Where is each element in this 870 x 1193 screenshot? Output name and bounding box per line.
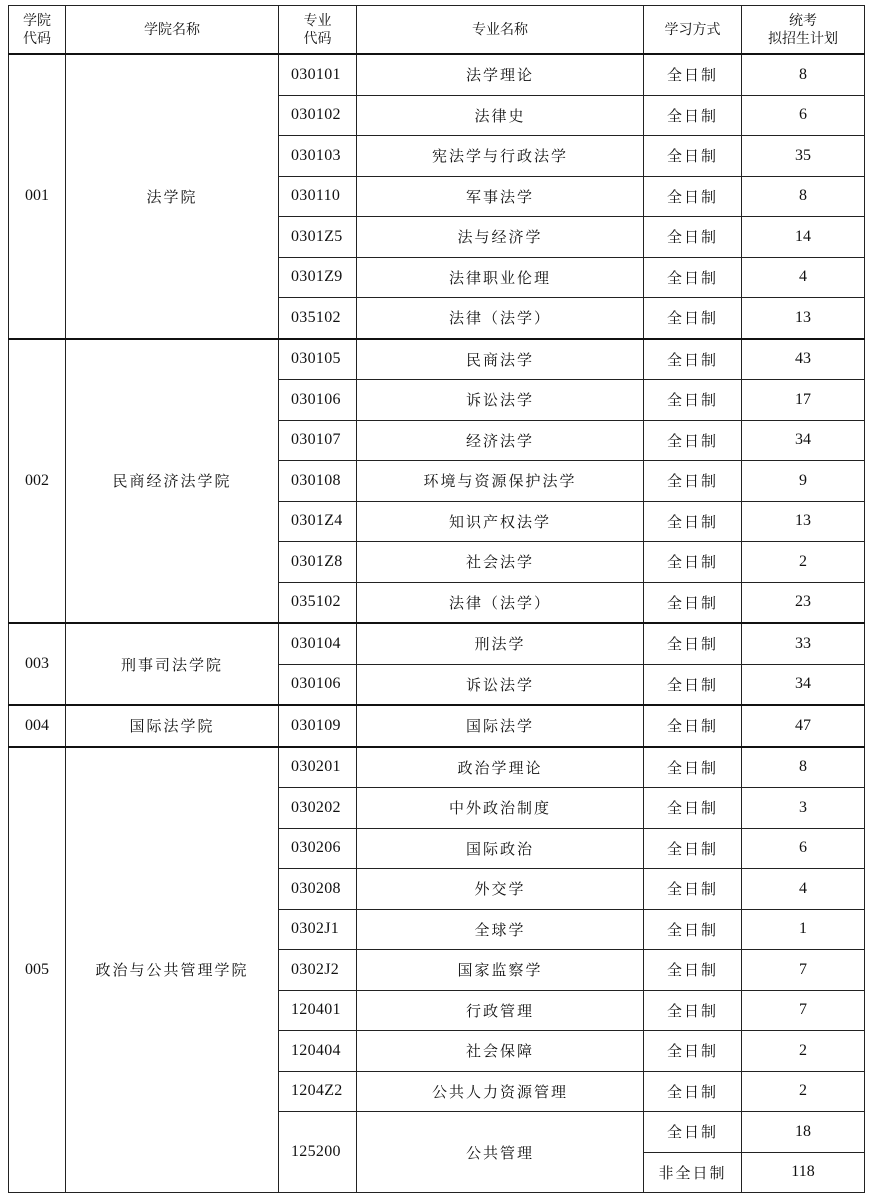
study-mode-cell: 全日制 [644,950,742,991]
study-mode-cell: 全日制 [644,420,742,461]
plan-count-cell: 3 [742,788,865,829]
study-mode-cell: 全日制 [644,380,742,421]
major-name-cell: 法律（法学） [357,582,644,623]
major-code-cell: 030106 [279,664,357,705]
college-name-cell: 政治与公共管理学院 [66,747,279,1193]
study-mode-cell: 全日制 [644,501,742,542]
plan-count-cell: 2 [742,1071,865,1112]
major-name-cell: 知识产权法学 [357,501,644,542]
major-code-cell: 030201 [279,747,357,788]
major-code-cell: 120404 [279,1031,357,1072]
major-code-cell: 030107 [279,420,357,461]
table-body [9,54,865,1193]
college-code-cell: 002 [9,339,66,624]
study-mode-cell: 全日制 [644,1071,742,1112]
major-name-cell: 诉讼法学 [357,380,644,421]
enrollment-plan-table [8,5,865,1193]
study-mode-cell: 全日制 [644,990,742,1031]
major-name-cell: 法律史 [357,95,644,136]
major-name-cell: 公共人力资源管理 [357,1071,644,1112]
table-row [9,705,865,747]
plan-count-cell: 13 [742,298,865,339]
major-name-cell: 法律（法学） [357,298,644,339]
major-name-cell: 经济法学 [357,420,644,461]
plan-count-cell: 33 [742,623,865,664]
plan-count-cell: 34 [742,420,865,461]
major-code-cell: 030109 [279,705,357,747]
major-name-cell: 法学理论 [357,54,644,95]
study-mode-cell: 全日制 [644,788,742,829]
study-mode-cell: 全日制 [644,95,742,136]
study-mode-cell: 全日制 [644,623,742,664]
major-name-cell: 民商法学 [357,339,644,380]
plan-count-cell: 4 [742,257,865,298]
plan-count-cell: 47 [742,705,865,747]
plan-count-cell: 34 [742,664,865,705]
college-code-cell: 005 [9,747,66,1193]
study-mode-cell: 全日制 [644,136,742,177]
study-mode-cell: 全日制 [644,339,742,380]
major-code-cell: 0301Z9 [279,257,357,298]
study-mode-cell: 全日制 [644,1112,742,1153]
major-code-cell: 0301Z8 [279,542,357,583]
major-name-cell: 军事法学 [357,176,644,217]
major-name-cell: 宪法学与行政法学 [357,136,644,177]
major-code-cell: 030108 [279,461,357,502]
study-mode-cell: 全日制 [644,869,742,910]
plan-count-cell: 2 [742,542,865,583]
study-mode-cell: 全日制 [644,664,742,705]
major-name-cell: 法律职业伦理 [357,257,644,298]
major-code-cell: 030202 [279,788,357,829]
major-code-cell: 030101 [279,54,357,95]
major-code-cell: 0301Z4 [279,501,357,542]
plan-count-cell: 18 [742,1112,865,1153]
major-name-cell: 社会法学 [357,542,644,583]
college-code-cell: 001 [9,54,66,339]
college-name-cell: 国际法学院 [66,705,279,747]
header-study-mode: 学习方式 [644,6,742,55]
plan-count-cell: 6 [742,95,865,136]
plan-count-cell: 1 [742,909,865,950]
major-name-cell: 全球学 [357,909,644,950]
plan-count-cell: 6 [742,828,865,869]
study-mode-cell: 全日制 [644,705,742,747]
major-code-cell: 030104 [279,623,357,664]
major-code-cell: 030110 [279,176,357,217]
major-name-cell: 行政管理 [357,990,644,1031]
major-code-cell: 035102 [279,582,357,623]
major-code-cell: 120401 [279,990,357,1031]
study-mode-cell: 非全日制 [644,1152,742,1193]
study-mode-cell: 全日制 [644,217,742,258]
study-mode-cell: 全日制 [644,747,742,788]
college-name-cell: 刑事司法学院 [66,623,279,705]
plan-count-cell: 8 [742,54,865,95]
study-mode-cell: 全日制 [644,54,742,95]
plan-count-cell: 13 [742,501,865,542]
study-mode-cell: 全日制 [644,542,742,583]
header-plan: 统考 拟招生计划 [742,6,865,55]
major-name-cell: 诉讼法学 [357,664,644,705]
major-name-cell: 中外政治制度 [357,788,644,829]
plan-count-cell: 4 [742,869,865,910]
header-college-name: 学院名称 [66,6,279,55]
major-name-cell: 国家监察学 [357,950,644,991]
major-name-cell: 国际法学 [357,705,644,747]
college-name-cell: 民商经济法学院 [66,339,279,624]
plan-count-cell: 9 [742,461,865,502]
college-code-cell: 003 [9,623,66,705]
plan-count-cell: 8 [742,747,865,788]
table-row [9,623,865,664]
major-code-cell: 1204Z2 [279,1071,357,1112]
major-code-cell: 030208 [279,869,357,910]
plan-count-cell: 7 [742,990,865,1031]
college-code-cell: 004 [9,705,66,747]
plan-count-cell: 17 [742,380,865,421]
major-name-cell: 法与经济学 [357,217,644,258]
study-mode-cell: 全日制 [644,461,742,502]
plan-count-cell: 14 [742,217,865,258]
major-code-cell: 125200 [279,1112,357,1193]
major-code-cell: 030103 [279,136,357,177]
college-name-cell: 法学院 [66,54,279,339]
study-mode-cell: 全日制 [644,257,742,298]
plan-count-cell: 43 [742,339,865,380]
plan-count-cell: 23 [742,582,865,623]
major-code-cell: 0301Z5 [279,217,357,258]
major-name-cell: 社会保障 [357,1031,644,1072]
header-major-name: 专业名称 [357,6,644,55]
major-name-cell: 公共管理 [357,1112,644,1193]
study-mode-cell: 全日制 [644,582,742,623]
major-code-cell: 030106 [279,380,357,421]
major-code-cell: 035102 [279,298,357,339]
plan-count-cell: 8 [742,176,865,217]
study-mode-cell: 全日制 [644,298,742,339]
study-mode-cell: 全日制 [644,1031,742,1072]
plan-count-cell: 2 [742,1031,865,1072]
table-row [9,747,865,788]
study-mode-cell: 全日制 [644,828,742,869]
major-name-cell: 外交学 [357,869,644,910]
study-mode-cell: 全日制 [644,176,742,217]
major-code-cell: 030102 [279,95,357,136]
major-code-cell: 030105 [279,339,357,380]
major-code-cell: 0302J2 [279,950,357,991]
plan-count-cell: 35 [742,136,865,177]
major-name-cell: 刑法学 [357,623,644,664]
major-code-cell: 030206 [279,828,357,869]
plan-count-cell: 7 [742,950,865,991]
table-row [9,339,865,380]
major-name-cell: 政治学理论 [357,747,644,788]
header-major-code: 专业 代码 [279,6,357,55]
plan-count-cell: 118 [742,1152,865,1193]
major-name-cell: 环境与资源保护法学 [357,461,644,502]
study-mode-cell: 全日制 [644,909,742,950]
header-row [9,6,865,55]
header-college-code: 学院 代码 [9,6,66,55]
table-row [9,54,865,95]
major-name-cell: 国际政治 [357,828,644,869]
major-code-cell: 0302J1 [279,909,357,950]
